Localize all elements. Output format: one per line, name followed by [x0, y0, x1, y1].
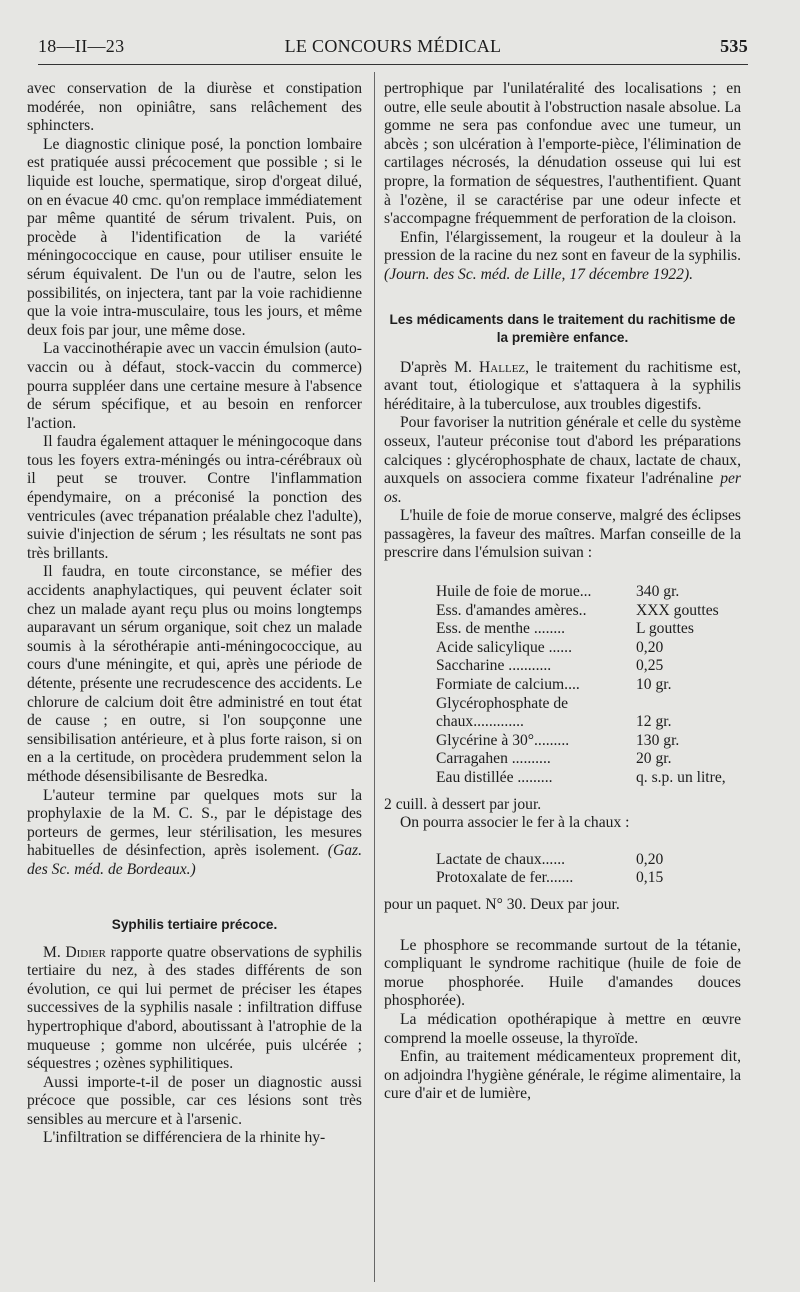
quantity: L gouttes: [636, 620, 694, 638]
quantity: 0,25: [636, 657, 664, 675]
running-header: [38, 36, 748, 60]
issue-date: 18—II—23: [38, 36, 125, 56]
paragraph: Aussi importe-t-il de poser un diagnostic aussi précoce que possible, car ces lésions sont très sensibles au mercure et à l'arsenic.: [27, 1073, 362, 1128]
section-heading: Syphilis tertiaire précoce.: [111, 916, 278, 932]
quantity: 12 gr.: [636, 713, 672, 731]
prescription-row: [436, 769, 741, 788]
prescription-row: [436, 639, 741, 658]
prescription-row: [436, 851, 741, 870]
paragraph: Il faudra, en toute circonstance, se méfier des accidents anaphylactiques, qui peuvent éclater soit chez un malade ayant reçu plus ou moins longtemps auparavant un sérum organique, soit chez un malade soumis à la sérothérapie anti-méningococcique, au cours d'une méningite, et qui, après une période de détente, présente une recrudescence des accidents. Le chlorure de calcium doit être administré en tout état de cause ; en outre, si l'on soupçonne une sensibilisation antérieure, et à plus forte raison, si on en a la certitude, on procèdera prudemment selon la méthode désensibilisante de Besredka.: [27, 563, 362, 785]
paragraph: [27, 944, 362, 1074]
ingredient: Lactate de chaux......: [436, 850, 566, 868]
paragraph: [384, 359, 741, 415]
paragraph: Le diagnostic clinique posé, la ponction lombaire est pratiquée aussi précocement que possible ; si le liquide est louche, spermatique, sirop d'orgeat dilué, on en évacue 40 cmc. qu'on remplace immédiatement par même quantité de sérum trivalent. Puis, on procède à l'identification de la variété méningococcique en cause, pour utiliser ensuite le sérum équivalent. De l'un ou de l'autre, selon les possibilités, on injectera, tant par la voie rachidienne que la voie intra-musculaire, tous les jours, et même deux fois par jour, une même dose.: [27, 135, 362, 339]
paragraph: avec conservation de la diurèse et constipation modérée, non opiniâtre, sans relâchement des sphincters.: [27, 80, 362, 135]
journal-title: LE CONCOURS MÉDICAL: [284, 36, 502, 56]
section-heading: Les médicaments dans le traitement du rachitisme de la première enfance.: [389, 311, 736, 345]
left-column: [27, 80, 362, 1148]
author-name: M. Didier: [43, 943, 106, 961]
quantity: 20 gr.: [636, 750, 672, 768]
prescription-row: [436, 676, 741, 695]
ingredient: Ess. d'amandes amères..: [436, 601, 587, 619]
prescription-table: [436, 851, 741, 888]
column-divider: [374, 72, 375, 1282]
paragraph: pour un paquet. N° 30. Deux par jour.: [384, 895, 620, 913]
paragraph: Le phosphore se recommande surtout de la tétanie, compliquant le syndrome rachitique (huile de foie de morue phosphorée. Huile d'amandes douces phosphorée).: [384, 936, 741, 1010]
ingredient: Formiate de calcium....: [436, 676, 580, 694]
paragraph-text: rapporte quatre observations de syphilis tertiaire du nez, à des stades différents de son évolution, ce qui lui permet de préciser les étapes successives de la syphilis nasale : infiltration diffuse hypertrophique d'abord, aboutissant à l'atrophie de la muqueuse ; gomme non ulcérée, puis ulcérée ; séquestres ; ozènes syphilitiques.: [27, 943, 362, 1073]
ingredient: Eau distillée .........: [436, 769, 553, 786]
paragraph: La médication opothérapique à mettre en œuvre comprend la moelle osseuse, la thyroïde.: [384, 1010, 741, 1047]
paragraph: [384, 229, 741, 285]
ingredient: Ess. de menthe ........: [436, 620, 566, 638]
prescription-row: [436, 750, 741, 769]
ingredient: Carragahen ..........: [436, 750, 551, 768]
quantity: 130 gr.: [636, 731, 680, 749]
ingredient: Glycérophosphate de: [436, 694, 569, 712]
ingredient: chaux.............: [436, 713, 524, 731]
prescription-table: [436, 583, 741, 788]
prescription-row: [436, 869, 741, 888]
quantity: 10 gr.: [636, 676, 672, 694]
paragraph: pertrophique par l'unilatéralité des localisations ; en outre, elle seule aboutit à l'obstruction nasale absolue. La gomme ne sera pas confondue avec une tumeur, un abcès ; son ulcération à l'emporte-pièce, l'élimination de cartilages nécrosés, la dénudation osseuse qui lui est propre, la formation de séquestres, l'authentifient. Quant à l'ozène, il se caractérise par une odeur infecte et s'accompagne fréquemment de perforation de la cloison.: [384, 80, 741, 228]
right-column: [384, 80, 741, 1104]
ingredient: Huile de foie de morue...: [436, 583, 592, 601]
quantity: 0,20: [636, 638, 664, 656]
quantity: 0,15: [636, 869, 664, 887]
paragraph: L'infiltration se différenciera de la rhinite hy-: [43, 1129, 326, 1147]
ingredient: Glycérine à 30°.........: [436, 731, 570, 749]
prescription-row: [436, 602, 741, 621]
quantity: q. s.p. un litre,: [636, 769, 726, 786]
prescription-row: [436, 713, 741, 732]
paragraph-text: L'auteur termine par quelques mots sur la prophylaxie de la M. C. S., par le dépistage des porteurs de germes, leur stérilisation, les mesures habituelles de désinfection, après isolement.: [27, 786, 362, 860]
citation: (Journ. des Sc. méd. de Lille, 17 décembre 1922).: [384, 265, 694, 283]
header-rule: [38, 64, 748, 65]
prescription-row: [436, 620, 741, 639]
page-number: 535: [720, 36, 748, 56]
author-name: Hallez: [479, 358, 526, 376]
quantity: 340 gr.: [636, 583, 680, 601]
paragraph: [384, 414, 741, 507]
paragraph: 2 cuill. à dessert par jour.: [384, 795, 542, 813]
emphasis: per os.: [384, 470, 741, 506]
citation: (Gaz. des Sc. méd. de Bordeaux.): [27, 842, 363, 878]
prescription-row: [436, 732, 741, 751]
ingredient: Saccharine ...........: [436, 657, 552, 675]
prescription-row: [436, 657, 741, 676]
paragraph-text: D'après M.: [400, 358, 472, 376]
paragraph-text: Pour favoriser la nutrition générale et celle du système osseux, l'auteur préconise tout d'abord les préparations calciques : glycérophosphate de chaux, lactate de chaux, auxquels on associera comme fixateur l'adrénaline: [384, 414, 741, 488]
paragraph: [27, 787, 362, 880]
quantity: 0,20: [636, 850, 664, 868]
paragraph: Enfin, au traitement médicamenteux proprement dit, on adjoindra l'hygiène générale, le régime alimentaire, la cure d'air et de lumière,: [384, 1048, 741, 1103]
paragraph-text: Enfin, l'élargissement, la rougeur et la douleur à la pression de la racine du nez sont en faveur de la syphilis.: [384, 228, 741, 265]
paragraph: Il faudra également attaquer le méningocoque dans tous les foyers extra-méningés ou intra-cérébraux où il peut se trouver. Contre l'inflammation épendymaire, on a préconisé la ponction des ventricules (avec trépanation préalable chez l'adulte), suivie d'injection de sérum ; les résultats ne sont pas très brillants.: [27, 433, 362, 562]
paragraph-text: , le traitement du rachitisme est, avant tout, étiologique et s'attaquera à la syphilis héréditaire, à la tuberculose, aux troubles digestifs.: [384, 358, 741, 413]
ingredient: Protoxalate de fer.......: [436, 869, 574, 887]
paragraph: On pourra associer le fer à la chaux :: [400, 814, 630, 832]
ingredient: Acide salicylique ......: [436, 638, 572, 656]
prescription-row: [436, 695, 741, 714]
prescription-row: [436, 583, 741, 602]
quantity: XXX gouttes: [636, 601, 719, 619]
paragraph: L'huile de foie de morue conserve, malgré des éclipses passagères, la faveur des maîtres. Marfan conseille de la prescrire dans l'émulsion suivan :: [384, 507, 741, 562]
paragraph: La vaccinothérapie avec un vaccin émulsion (auto-vaccin ou à défaut, stock-vaccin du commerce) pourra suppléer dans une certaine mesure à l'absence de sérum spécifique, et au besoin en renforcer l'action.: [27, 340, 362, 432]
